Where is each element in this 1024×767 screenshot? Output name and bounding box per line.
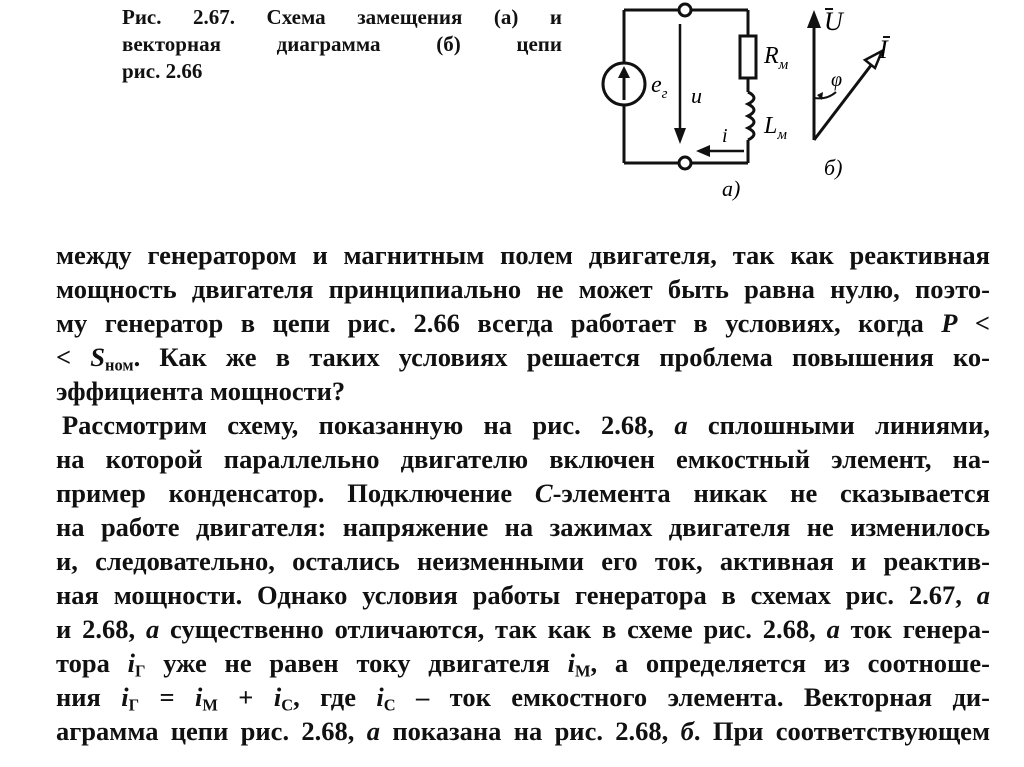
- text-line-13: тора $i_Г$ уже не равен току двигателя $i_М$, а определяется из соотноше-: [56, 648, 990, 681]
- terminal-bottom: [679, 157, 691, 169]
- vector-diagram: [807, 7, 890, 180]
- label-vector-u: U: [824, 7, 843, 36]
- label-l: $L_м$: [764, 113, 787, 143]
- vector-u-head: [807, 10, 821, 28]
- caption-line-1: Рис. 2.67. Схема замещения (а) и: [122, 5, 562, 29]
- voltage-arrow-head: [674, 128, 686, 144]
- text-line-3: му генератор в цепи рис. 2.66 всегда работает в условиях, когда P <: [56, 308, 990, 338]
- label-vector-i: I: [879, 35, 888, 64]
- label-b: б): [824, 155, 843, 180]
- text-line-5: эффициента мощности?: [56, 376, 346, 406]
- text-line-12: и 2.68, а существенно отличаются, так как в схеме рис. 2.68, а ток генера-: [56, 614, 990, 644]
- text-line-10: и, следовательно, остались неизменными его ток, активная и реактив-: [56, 546, 990, 576]
- label-r: $R_м$: [764, 43, 789, 73]
- text-line-9: на работе двигателя: напряжение на зажимах двигателя не изменилось: [56, 512, 990, 542]
- inductor-lm: [748, 92, 754, 140]
- text-line-2: мощность двигателя принципиально не может быть равна нулю, поэто-: [56, 274, 990, 304]
- label-a: а): [722, 176, 741, 201]
- vector-i-line: [814, 64, 872, 140]
- text-line-8: пример конденсатор. Подключение С-элемента никак не сказывается: [56, 478, 990, 508]
- label-i: i: [722, 125, 728, 147]
- body-text: [56, 238, 990, 748]
- label-e: $e_г$: [651, 72, 668, 102]
- text-line-1: между генератором и магнитным полем двигателя, так как реактивная: [56, 240, 990, 270]
- caption-line-3: рис. 2.66: [122, 59, 203, 83]
- text-line-14: ния $i_Г = i_М + i_С$, где $i_С$ – ток емкостного элемента. Векторная ди-: [56, 682, 991, 715]
- figure-caption: [122, 4, 562, 85]
- label-phi: φ: [831, 69, 843, 91]
- label-u: u: [691, 83, 702, 108]
- text-line-4: < $S_{ном}$. Как же в таких условиях решается проблема повышения ко-: [56, 342, 990, 375]
- resistor-rm: [740, 36, 756, 78]
- text-line-7: на которой параллельно двигателю включен емкостный элемент, на-: [56, 444, 990, 474]
- caption-line-2: векторная диаграмма (б) цепи: [122, 32, 562, 56]
- text-line-6: Рассмотрим схему, показанную на рис. 2.68, а сплошными линиями,: [62, 410, 990, 440]
- text-line-15: аграмма цепи рис. 2.68, а показана на рис. 2.68, б. При соответствующем: [56, 716, 990, 746]
- circuit-and-vector-figure: [596, 0, 896, 215]
- text-line-11: ная мощности. Однако условия работы генератора в схемах рис. 2.67, а: [56, 580, 990, 610]
- current-arrow-head: [696, 145, 710, 157]
- figure-svg: [596, 0, 896, 215]
- terminal-top: [679, 4, 691, 16]
- source-arrow-head: [618, 66, 630, 78]
